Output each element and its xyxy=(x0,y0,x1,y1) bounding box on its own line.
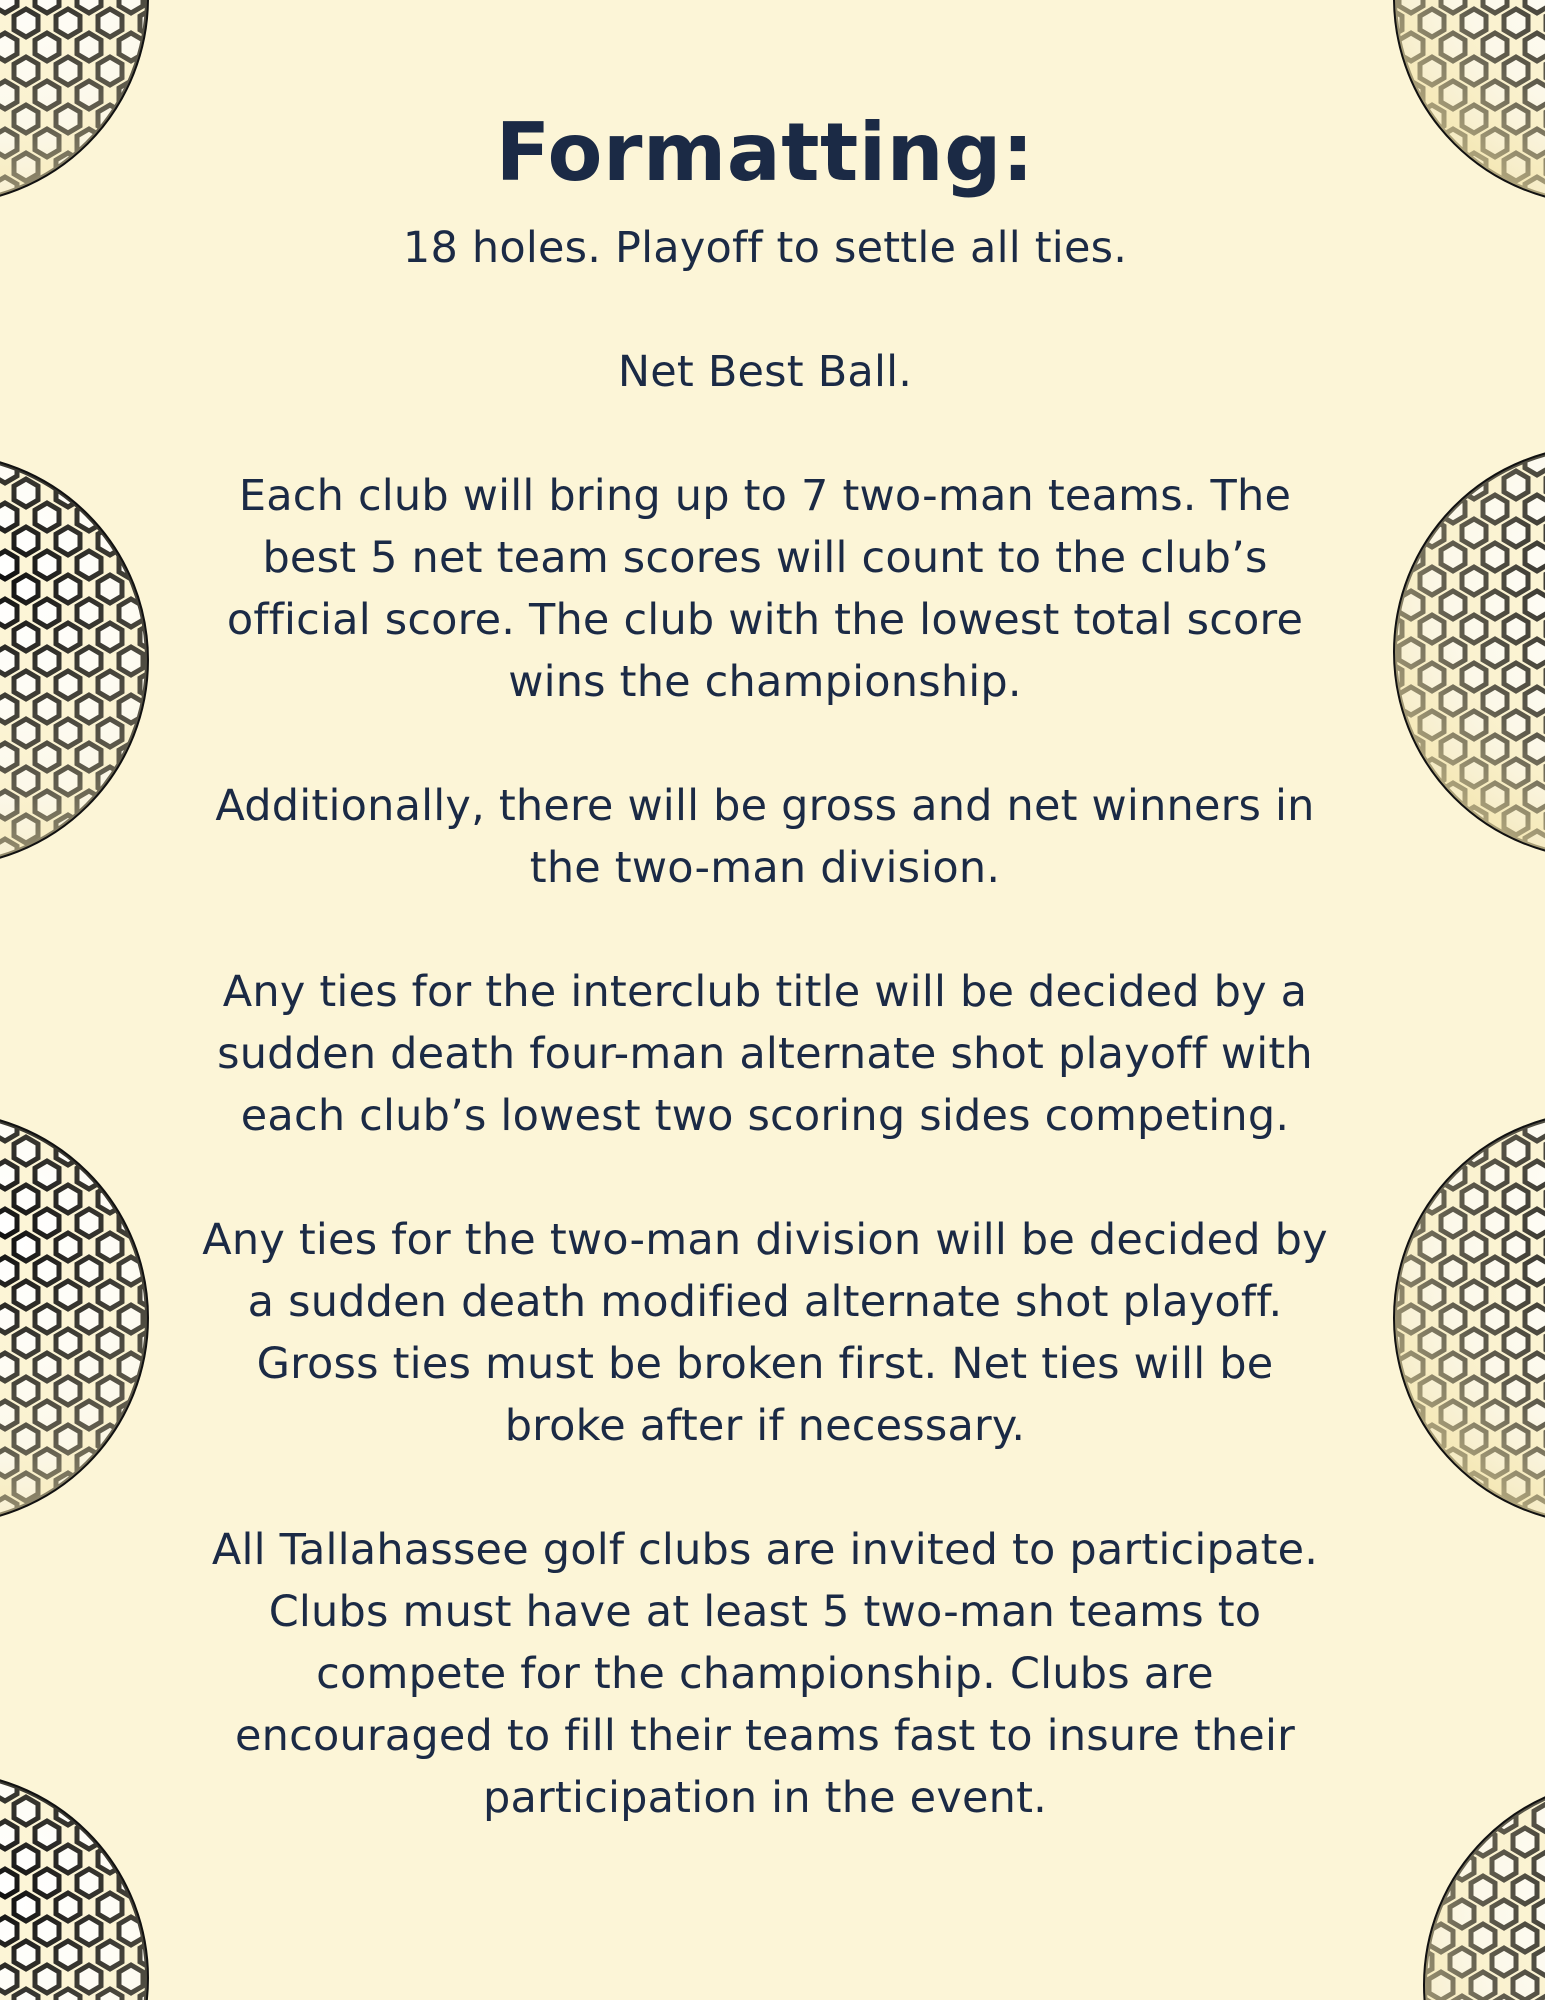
golf-ball-icon xyxy=(1420,1775,1545,2000)
golf-ball-icon xyxy=(0,450,152,870)
paragraph-holes: 18 holes. Playoff to settle all ties. xyxy=(402,223,1128,273)
golf-ball-icon xyxy=(1390,0,1545,208)
golf-ball-icon xyxy=(0,1768,152,2000)
page-title: Formatting: xyxy=(495,106,1035,199)
paragraph-teams: Each club will bring up to 7 two-man teams. The best 5 net team scores will count to the club’s official score. The club with the lowest total score wins the championship. xyxy=(226,471,1304,707)
paragraph-interclub-ties: Any ties for the interclub title will be decided by a sudden death four-man alternate shot playoff with each club’s lowest two scoring sides competing. xyxy=(217,967,1313,1141)
golf-ball-icon xyxy=(1390,442,1545,862)
paragraph-winners: Additionally, there will be gross and net winners in the two-man division. xyxy=(215,781,1315,893)
golf-ball-icon xyxy=(0,1108,152,1528)
paragraph-format: Net Best Ball. xyxy=(617,347,913,397)
golf-ball-icon xyxy=(0,0,152,208)
golf-ball-icon xyxy=(1390,1108,1545,1528)
paragraph-invitation: All Tallahassee golf clubs are invited to participate. Clubs must have at least 5 two-man teams to compete for the championship. Clubs are encouraged to fill their teams fast to insure their participation in the event. xyxy=(211,1525,1319,1823)
formatting-content xyxy=(195,103,1335,1891)
paragraph-two-man-ties: Any ties for the two-man division will be decided by a sudden death modified alternate shot playoff. Gross ties must be broken first. Net ties will be broke after if necessary. xyxy=(202,1215,1328,1451)
